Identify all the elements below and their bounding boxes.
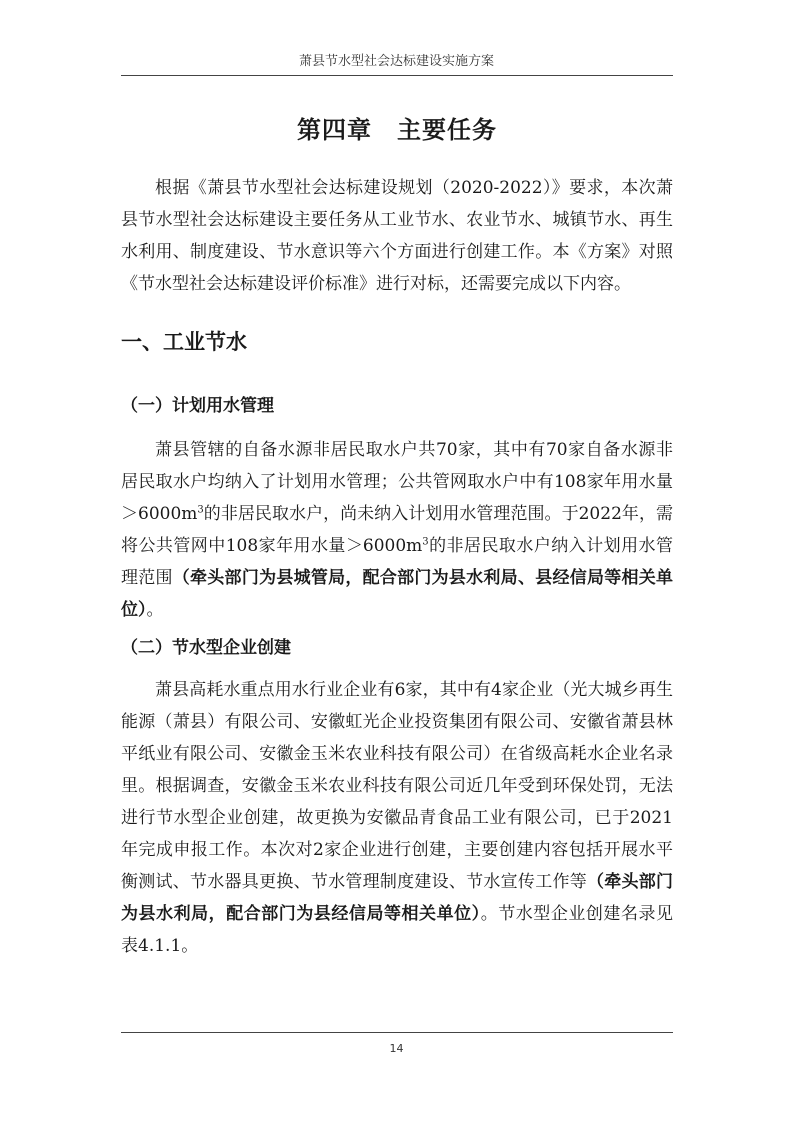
paragraph-end: 。节水型企业创建名录见表4.1.1。 [121, 904, 674, 956]
paragraph-text: 萧县高耗水重点用水行业企业有6家，其中有4家企业（光大城乡再生能源（萧县）有限公司、安徽虹光企业投资集团有限公司、安徽省萧县林平纸业有限公司、安徽金玉米农业科技有限公司）在省级高耗水企业名录里。根据调查，安徽金玉米农业科技有限公司近几年受到环保处罚，无法进行节水型企业创建，故更换为安徽品青食品工业有限公司，已于2021年完成申报工作。本次对2家企业进行创建，主要创建内容包括开展水平衡测试、节水器具更换、节水管理制度建设、节水宣传工作等 [121, 680, 673, 892]
responsible-departments: （牵头部门为县城管局，配合部门为县水利局、县经信局等相关单位） [121, 568, 674, 620]
paragraph-text: 的非居民取水户纳入计划用水管理范围 [121, 536, 673, 588]
page-number: 14 [389, 1042, 404, 1055]
header-divider [121, 75, 673, 76]
water-saving-enterprise-paragraph [121, 674, 673, 962]
planned-water-use-paragraph [121, 434, 673, 626]
superscript: 3 [197, 504, 204, 516]
subsection-title-water-saving-enterprise: （二）节水型企业创建 [121, 638, 291, 658]
responsible-departments: （牵头部门为县水利局，配合部门为县经信局等相关单位） [121, 872, 674, 924]
paragraph-text: 的非居民取水户，尚未纳入计划用水管理范围。于2022年，需将公共管网中108家年用水量＞6000m [121, 504, 673, 556]
chapter-title: 第四章 主要任务 [297, 116, 497, 144]
paragraph-end: 。 [146, 600, 164, 620]
page-content [121, 108, 673, 962]
section-title-industrial-water-saving: 一、工业节水 [121, 330, 247, 354]
running-header: 萧县节水型社会达标建设实施方案 [298, 54, 494, 69]
subsection-title-planned-water-use: （一）计划用水管理 [121, 396, 274, 416]
paragraph-text: 萧县管辖的自备水源非居民取水户共70家，其中有70家自备水源非居民取水户均纳入了计划用水管理；公共管网取水户中有108家年用水量＞6000m [121, 440, 673, 524]
superscript: 3 [422, 536, 429, 548]
intro-paragraph: 根据《萧县节水型社会达标建设规划（2020-2022）》要求，本次萧县节水型社会达标建设主要任务从工业节水、农业节水、城镇节水、再生水利用、制度建设、节水意识等六个方面进行创建工作。本《方案》对照《节水型社会达标建设评价标准》进行对标，还需要完成以下内容。 [121, 178, 673, 294]
footer-divider [121, 1032, 673, 1033]
